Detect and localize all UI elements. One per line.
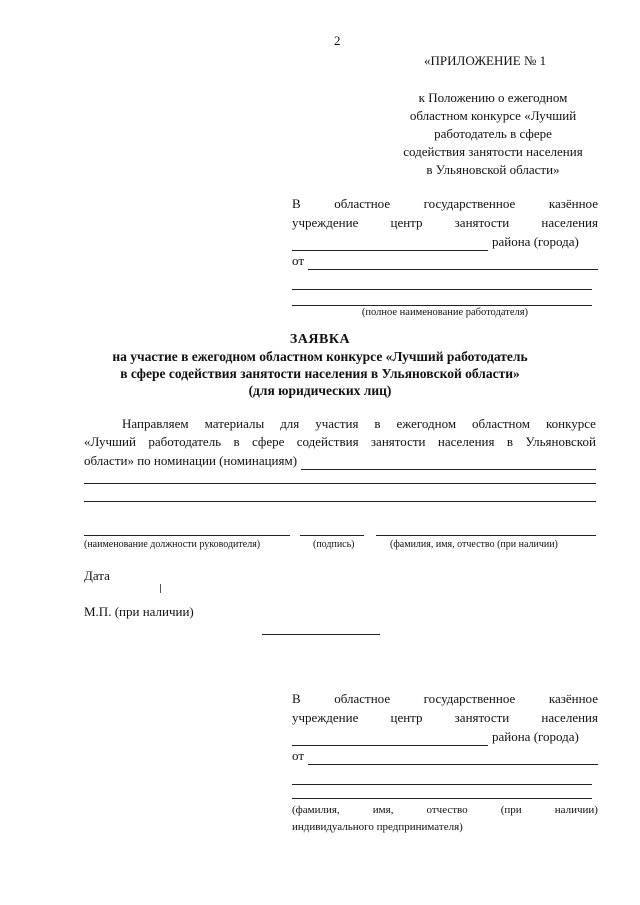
word: занятости bbox=[454, 710, 510, 725]
district-field[interactable] bbox=[292, 733, 488, 746]
word: имя, bbox=[372, 804, 394, 816]
appendix-title: «ПРИЛОЖЕНИЕ № 1 bbox=[424, 53, 547, 68]
nomination-field-3[interactable] bbox=[84, 486, 596, 502]
application-title-block bbox=[60, 331, 580, 399]
regulation-line: к Положению о ежегодном bbox=[418, 90, 568, 105]
word: ежегодном bbox=[396, 416, 457, 431]
word: наличии) bbox=[554, 804, 598, 816]
word: центр bbox=[390, 710, 423, 725]
scan-mark bbox=[160, 584, 161, 593]
word: (фамилия, bbox=[292, 804, 340, 816]
word: Ульяновской bbox=[525, 434, 596, 449]
word: занятости bbox=[454, 215, 510, 230]
word: населения bbox=[437, 434, 495, 449]
word: сфере bbox=[252, 434, 285, 449]
position-caption: (наименование должности руководителя) bbox=[84, 539, 261, 550]
employer-name-field[interactable] bbox=[308, 257, 598, 270]
body-paragraph bbox=[84, 415, 596, 470]
word: в bbox=[506, 434, 513, 449]
section-separator bbox=[262, 633, 380, 635]
regulation-line: в Ульяновской области» bbox=[426, 162, 560, 177]
word: населения bbox=[541, 215, 598, 230]
nomination-field-2[interactable] bbox=[84, 468, 596, 484]
stamp-label: М.П. (при наличии) bbox=[84, 604, 194, 619]
addressee-line-1 bbox=[292, 194, 598, 213]
employer-name-field-2[interactable] bbox=[292, 270, 592, 290]
employer-caption: (полное наименование работодателя) bbox=[361, 307, 529, 318]
word: занятости bbox=[370, 434, 426, 449]
word: (при bbox=[500, 804, 522, 816]
application-subtitle: (для юридических лиц) bbox=[248, 383, 392, 398]
word: областном bbox=[472, 416, 530, 431]
regulation-line: областном конкурсе «Лучший bbox=[409, 108, 577, 123]
word: работодатель bbox=[148, 434, 222, 449]
signature-field[interactable] bbox=[300, 520, 364, 536]
regulation-line: содействия занятости населения bbox=[403, 144, 583, 159]
page-number: 2 bbox=[334, 33, 341, 48]
regulation-reference bbox=[386, 89, 600, 179]
entrepreneur-name-field-3[interactable] bbox=[292, 785, 592, 799]
body-line-2 bbox=[84, 433, 596, 451]
addressee-individual-block bbox=[292, 689, 598, 835]
body-line-1 bbox=[84, 415, 596, 433]
application-subtitle: в сфере содействия занятости населения в Ульяновской области» bbox=[120, 366, 520, 381]
signature-caption: (подпись) bbox=[313, 539, 355, 550]
word: центр bbox=[390, 215, 423, 230]
date-label: Дата bbox=[84, 568, 110, 583]
addressee-legal-block bbox=[292, 194, 598, 318]
word: материалы bbox=[204, 416, 265, 431]
nomination-label: области» по номинации (номинациям) bbox=[84, 453, 298, 468]
regulation-line: работодатель в сфере bbox=[434, 126, 552, 141]
word: казённое bbox=[548, 196, 598, 211]
district-suffix: района (города) bbox=[492, 729, 579, 744]
word: областное bbox=[334, 691, 391, 706]
word: в bbox=[374, 416, 381, 431]
employer-name-field-3[interactable] bbox=[292, 290, 592, 306]
entrepreneur-caption-line-2: индивидуального предпринимателя) bbox=[292, 821, 463, 833]
full-name-field[interactable] bbox=[376, 520, 596, 536]
word: в bbox=[233, 434, 240, 449]
from-label: от bbox=[292, 253, 305, 268]
addressee-line-2 bbox=[292, 708, 598, 727]
word: Направляем bbox=[122, 416, 189, 431]
full-name-caption: (фамилия, имя, отчество (при наличии) bbox=[390, 539, 558, 550]
word: населения bbox=[541, 710, 598, 725]
entrepreneur-name-field[interactable] bbox=[308, 752, 598, 765]
from-label: от bbox=[292, 748, 305, 763]
from-line bbox=[292, 746, 598, 765]
word: учреждение bbox=[292, 710, 359, 725]
addressee-line-1 bbox=[292, 689, 598, 708]
application-subtitle: на участие в ежегодном областном конкурсе «Лучший работодатель bbox=[112, 349, 528, 364]
word: учреждение bbox=[292, 215, 359, 230]
word: содействия bbox=[296, 434, 359, 449]
application-title: ЗАЯВКА bbox=[289, 332, 351, 347]
district-field[interactable] bbox=[292, 238, 488, 251]
word: В bbox=[292, 691, 301, 706]
word: «Лучший bbox=[84, 434, 136, 449]
word: В bbox=[292, 196, 301, 211]
word: конкурсе bbox=[545, 416, 596, 431]
position-field[interactable] bbox=[84, 520, 290, 536]
word: казённое bbox=[548, 691, 598, 706]
word: участия bbox=[315, 416, 359, 431]
addressee-line-2 bbox=[292, 213, 598, 232]
district-line bbox=[292, 727, 598, 746]
word: областное bbox=[334, 196, 391, 211]
from-line bbox=[292, 251, 598, 270]
word: для bbox=[280, 416, 300, 431]
word: государственное bbox=[423, 691, 516, 706]
word: государственное bbox=[423, 196, 516, 211]
word: отчество bbox=[426, 804, 468, 816]
district-suffix: района (города) bbox=[492, 234, 579, 249]
entrepreneur-caption-line-1 bbox=[292, 801, 598, 820]
entrepreneur-name-field-2[interactable] bbox=[292, 765, 592, 785]
district-line bbox=[292, 232, 598, 251]
